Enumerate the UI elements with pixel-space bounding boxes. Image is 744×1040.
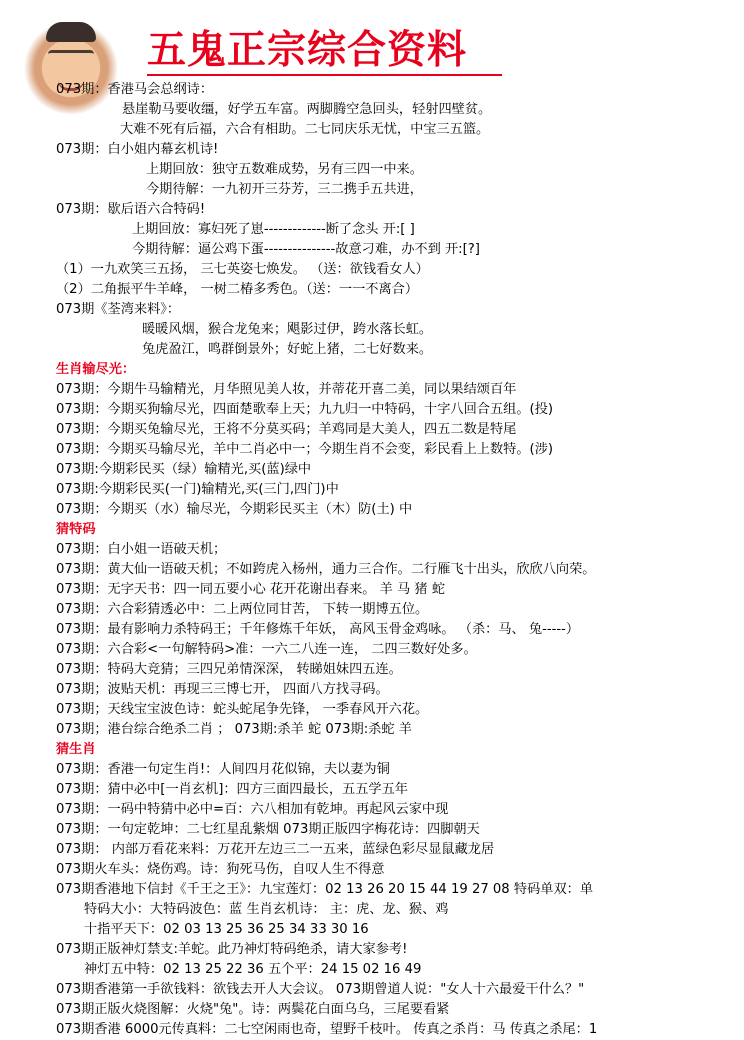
text-line: 兔虎盈江，鸣群倒景外；好蛇上猪，二七好数来。 <box>142 342 433 357</box>
text-line: 073期：今期买马输尽光，羊中二肖必中一；今期生肖不会变，彩民看上上数特。(涉) <box>56 442 554 457</box>
text-line: 073期：一码中特猜中必中=百：六八相加有乾坤。再起风云家中现 <box>56 802 449 817</box>
text-line: 073期:今期彩民买（绿）输精光,买(蓝)绿中 <box>56 462 312 477</box>
section-heading: 猜特码 <box>56 522 96 537</box>
text-line: 073期正版神灯禁支:羊蛇。此乃神灯特码绝杀，请大家参考! <box>56 942 408 957</box>
text-line: 大难不死有后福，六合有相助。二七同庆乐无忧，中宝三五篮。 <box>120 122 490 137</box>
text-line: 073期：猜中必中[一肖玄机]：四方三面四最长，五五学五年 <box>56 782 408 797</box>
text-line: 073期正版火烧图解：火烧"兔"。诗：两鬓花白面乌乌，三尾要看紧 <box>56 1002 450 1017</box>
text-line: 073期：今期买（水）输尽光，今期彩民买主（木）防(土) 中 <box>56 502 413 517</box>
page-title: 五鬼正宗综合资料 <box>147 27 468 73</box>
text-line: 073期：一句定乾坤：二七红星乱紫烟 073期正版四字梅花诗：四脚朝天 <box>56 822 480 837</box>
text-line: 073期：六合彩猜透必中：二上两位同甘苦， 下转一期博五位。 <box>56 602 429 617</box>
text-line: 神灯五中特：02 13 25 22 36 五个平：24 15 02 16 49 <box>84 962 422 977</box>
text-line: 073期：香港马会总纲诗： <box>56 82 214 97</box>
text-line: 073期；天线宝宝波色诗：蛇头蛇尾争先锋， 一季春风开六花。 <box>56 702 429 717</box>
avatar-glasses <box>48 50 94 63</box>
text-line: 上期回放：独守五数难成势，另有三四一中来。 <box>146 162 423 177</box>
text-line: 073期香港 6000元传真料：二七空闲雨也奇，望野千枝叶。 传真之杀肖：马 传真之杀尾：1 <box>56 1022 598 1037</box>
avatar-hair <box>46 22 96 42</box>
text-line: 073期；港台综合绝杀二肖 ； 073期:杀羊 蛇 073期:杀蛇 羊 <box>56 722 412 737</box>
text-line: 073期：黄大仙一语破天机；不如跨虎入杨州，通力三合作。二行雁飞十出头，欣欣八向荣。 <box>56 562 596 577</box>
section-heading: 猜生肖 <box>56 742 96 757</box>
text-line: 今期待解：一九初开三芬芳，三二携手五共进， <box>146 182 423 197</box>
text-line: 悬崖勒马要收缰，好学五车富。两脚腾空急回头，轻射四壁贫。 <box>122 102 492 117</box>
text-line: 073期；波贴天机：再现三三博七开， 四面八方找寻码。 <box>56 682 389 697</box>
text-line: 073期：特码大竞猜；三四兄弟情深深， 转睇姐妹四五连。 <box>56 662 402 677</box>
text-line: 073期：白小姐内幕玄机诗! <box>56 142 219 157</box>
text-line: 上期回放：寡妇死了崽-------------断了念头 开:[ ] <box>132 222 415 237</box>
text-line: 073期：歇后语六合特码! <box>56 202 206 217</box>
text-line: 特码大小：大特码波色：蓝 生肖玄机诗： 主：虎、龙、猴、鸡 <box>84 902 449 917</box>
text-line: 073期：最有影响力杀特码王；千年修炼千年妖， 高风玉骨金鸡咏。 （杀：马、 兔-----） <box>56 622 580 637</box>
text-line: 073期：今期买狗输尽光，四面楚歌奉上天；九九归一中特码，十字八回合五组。(投) <box>56 402 554 417</box>
content-body <box>56 80 740 1040</box>
text-line: 073期香港地下信封《千王之王》：九宝莲灯：02 13 26 20 15 44 19 27 08 特码单双：单 <box>56 882 594 897</box>
text-line: 073期：今期牛马输精光，月华照见美人妆，并蒂花开喜二美，同以果结颂百年 <box>56 382 517 397</box>
text-line: 暖暖风烟，猴合龙兔来；飓影过伊，跨水落长虹。 <box>142 322 433 337</box>
title-underline <box>147 74 502 76</box>
text-line: 073期:今期彩民买(一门)输精光,买(三门,四门)中 <box>56 482 339 497</box>
text-line: 073期：无字天书：四一同五要小心 花开花谢出春来。 羊 马 猪 蛇 <box>56 582 446 597</box>
text-line: 073期香港第一手欲钱料：欲钱去开人大会议。 073期曾道人说："女人十六最爱干什么？" <box>56 982 585 997</box>
text-line: 073期《荃湾来料》： <box>56 302 181 317</box>
text-line: 十指平天下：02 03 13 25 36 25 34 33 30 16 <box>84 922 369 937</box>
text-line: 073期：今期买兔输尽光，王将不分莫买码；羊鸡同是大美人，四五二数是特尾 <box>56 422 517 437</box>
text-line: 073期： 内部万看花来料：万花开左边三二一五来，蓝绿色彩尽显鼠藏龙居 <box>56 842 495 857</box>
text-line: 073期：六合彩<一句解特码>准：一六二八连一连， 二四三数好处多。 <box>56 642 477 657</box>
text-line: 073期火车头：烧伤鸡。诗：狗死马伤，自叹人生不得意 <box>56 862 385 877</box>
text-line: （2）二角振平牛羊峰， 一树二椿多秀色。（送：一一不离合） <box>56 282 419 297</box>
text-line: 073期：白小姐一语破天机； <box>56 542 227 557</box>
text-line: 073期：香港一句定生肖!：人间四月花似锦，夫以妻为铜 <box>56 762 390 777</box>
section-heading: 生肖输尽光： <box>56 362 136 377</box>
text-line: （1）一九欢笑三五扬， 三七英姿七焕发。 （送：欲钱看女人） <box>56 262 429 277</box>
text-line: 今期待解：逼公鸡下蛋---------------故意刁难，办不到 开:[?] <box>132 242 480 257</box>
